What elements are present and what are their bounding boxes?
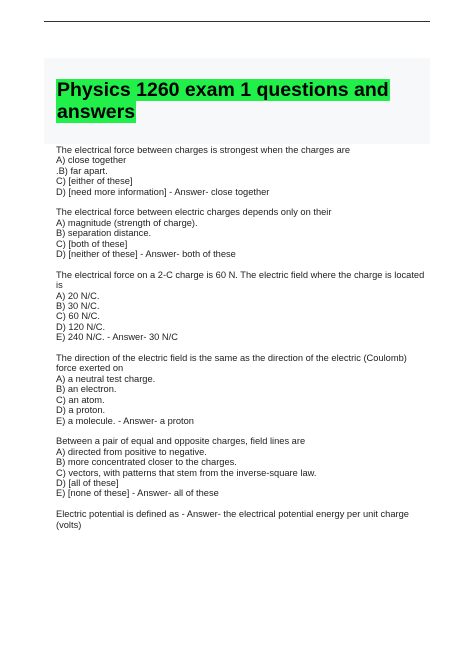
answer-option: A) magnitude (strength of charge). (56, 217, 198, 228)
question-text: The electrical force between charges is strongest when the charges are (56, 145, 351, 155)
answer-option: .B) far apart. (56, 165, 108, 176)
qa-list (56, 145, 428, 540)
answer-option: C) 60 N/C. (56, 311, 100, 322)
answer-option: B) an electron. (56, 384, 117, 395)
question-text: Electric potential is defined as - Answer- the electrical potential energy per unit charge (volts) (56, 509, 409, 530)
answer-option: D) [neither of these] - Answer- both of these (56, 249, 236, 260)
document-title (56, 79, 396, 123)
qa-item-3 (56, 270, 428, 343)
answer-option: B) separation distance. (56, 228, 152, 239)
qa-item-6 (56, 509, 428, 530)
answer-option: D) a proton. (56, 405, 106, 416)
answer-option: E) a molecule. - Answer- a proton (56, 415, 194, 426)
answer-option: A) close together (56, 155, 127, 166)
qa-item-4 (56, 353, 428, 426)
question-text: The electrical force on a 2-C charge is 60 N. The electric field where the charge is located is (56, 269, 425, 291)
qa-item-2 (56, 207, 428, 259)
answer-option: E) [none of these] - Answer- all of these (56, 488, 219, 499)
answer-option: E) 240 N/C. - Answer- 30 N/C (56, 332, 178, 343)
title-highlight: Physics 1260 exam 1 questions and answers (57, 79, 389, 123)
question-text: The electrical force between electric charges depends only on their (56, 207, 332, 218)
header-rule (44, 21, 430, 22)
qa-item-1 (56, 145, 428, 197)
answer-option: B) more concentrated closer to the charges. (56, 457, 237, 468)
answer-option: A) a neutral test charge. (56, 373, 156, 384)
answer-option: A) 20 N/C. (56, 290, 100, 301)
answer-option: C) [both of these] (56, 238, 128, 249)
qa-item-5 (56, 436, 428, 498)
answer-option: C) an atom. (56, 394, 105, 405)
answer-option: C) [either of these] (56, 176, 133, 187)
answer-option: C) vectors, with patterns that stem from the inverse-square law. (56, 467, 317, 478)
answer-option: D) [need more information] - Answer- close together (56, 186, 270, 197)
answer-option: D) 120 N/C. (56, 321, 106, 332)
answer-option: D) [all of these] (56, 477, 119, 488)
answer-option: B) 30 N/C. (56, 301, 100, 312)
answer-option: A) directed from positive to negative. (56, 446, 207, 457)
question-text: Between a pair of equal and opposite charges, field lines are (56, 436, 306, 447)
question-text: The direction of the electric field is the same as the direction of the electric (Coulomb) force exerted on (56, 353, 407, 374)
